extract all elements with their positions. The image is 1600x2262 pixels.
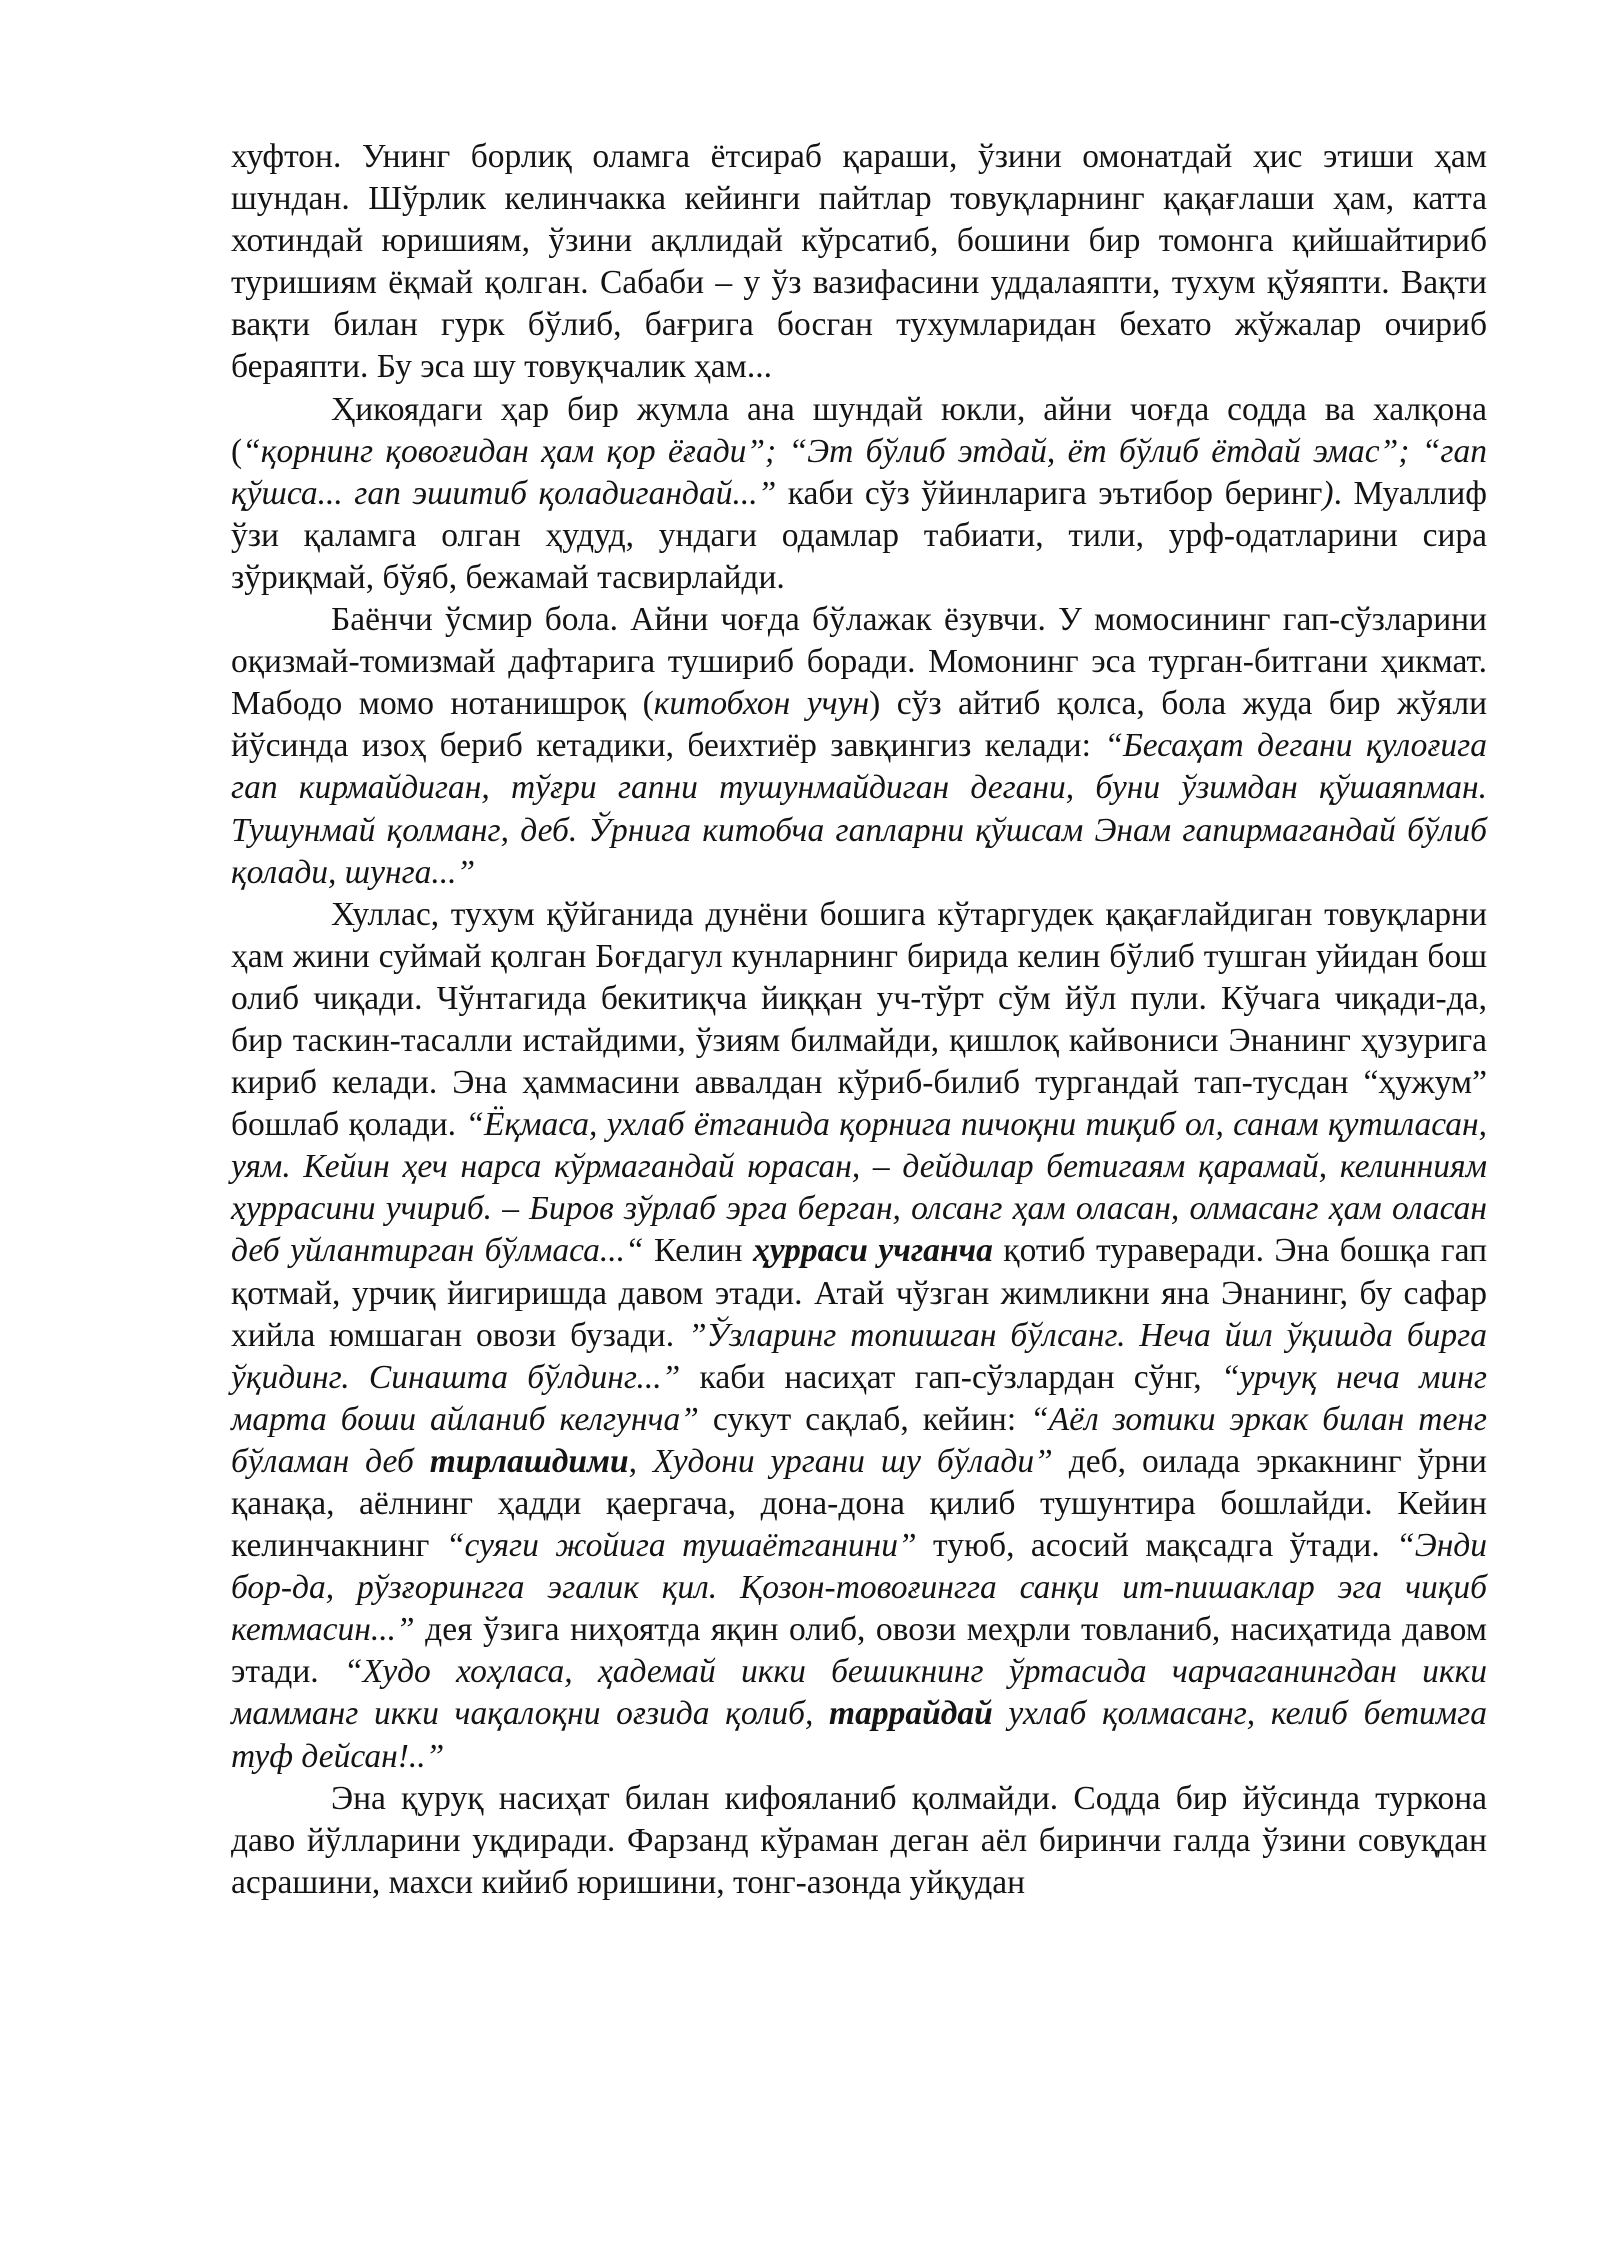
bold-italic-text: таррайдай: [829, 1695, 993, 1733]
emphasis-run: [829, 1695, 993, 1732]
text-run: дея ўзига ниҳоятда яқин олиб, овози меҳрли товланиб, насиҳатида давом этади.: [231, 1611, 1487, 1691]
text-run: ) сўз айтиб қолса, бола жуда бир жўяли йўсинда изоҳ бериб кетадики, беихтиёр завқингиз келади:: [231, 685, 1487, 765]
italic-text: “қорнинг қовоғидан ҳам қор ёғади”; “Эт бўлиб этдай, ёт бўлиб ётдай эмас”; “гап қўшса... гап эшитиб қоладигандай...”: [231, 432, 1487, 512]
bold-italic-text: ҳурраси учганча: [753, 1232, 993, 1270]
text-run: каби сўз ўйинларига эътибор беринг: [776, 474, 1323, 512]
emphasis-run: [753, 1232, 993, 1269]
text-run: Ҳикоядаги ҳар бир жумла ана шундай юкли, айни чоғда содда ва халқона (: [231, 390, 1487, 470]
text-run: Баёнчи ўсмир бола. Айни чоғда бўлажак ёзувчи. У момосининг гап-сўзларини оқизмай-томизмай дафтарига тушириб боради. Момонинг эса турган-битгани ҳикмат. Мабодо момо нотанишроқ (: [231, 601, 1487, 723]
italic-text: , Худони ургани шу бўлади”: [628, 1442, 1053, 1480]
text-run: Эна қуруқ насиҳат билан кифояланиб қолмайди. Содда бир йўсинда туркона даво йўлларини уқдиради. Фарзанд кўраман деган аёл биринчи галда ўзини совуқдан асрашини, махси кийиб юришини, тонг-азонда уйқудан: [231, 1779, 1487, 1901]
italic-text: “суяги жойига тушаётганини”: [445, 1527, 917, 1565]
text-run: хуфтон. Унинг борлиқ оламга ётсираб қараши, ўзини омонатдай ҳис этиши ҳам шундан. Шўрлик келинчакка кейинги пайтлар товуқларнинг қақағлаши ҳам, катта хотиндай юришиям, ўзини ақллидай кўрсатиб, бошини бир томонга қийшайтириб туришиям ёқмай қолган. Сабаби – у ўз вазифасини уддалаяпти, тухум қўяяпти. Вақти вақти билан гурк бўлиб, бағрига босган тухумларидан бехато жўжалар очириб бераяпти. Бу эса шу товуқчалик ҳам...: [231, 138, 1487, 386]
bold-italic-text: тирлашдими: [429, 1442, 629, 1480]
italic-text: “урчуқ неча минг марта боши айланиб келгунча”: [231, 1358, 1487, 1438]
paragraph-2: [231, 389, 1487, 599]
text-run: деб, оилада эркакнинг ўрни қанақа, аёлнинг ҳадди қаергача, дона-дона қилиб тушунтира бошлайди. Кейин келинчакнинг: [231, 1442, 1487, 1565]
italic-text: “Энди бор-да, рўзғорингга эгалик қил. Қозон-товоғингга санқи ит-пишаклар эга чиқиб кетмасин...”: [231, 1527, 1488, 1649]
italic-text: “Ёқмаса, ухлаб ётганида қорнига пичоқни тиқиб ол, санам қутиласан, уям. Кейин ҳеч нарса кўрмагандай юрасан, – дейдилар бетигаям қарамай, келинниям ҳуррасини учириб. – Биров зўрлаб эрга берган, олсанг ҳам оласан, олмасанг ҳам оласан деб уйлантирган бўлмаса...“: [231, 1106, 1487, 1270]
italic-text: “Бесаҳат дегани қулоғига гап кирмайдиган, тўғри гапни тушунмайдиган дегани, буни ўзимдан қўшаяпман. Тушунмай қолманг, деб. Ўрнига китобча гапларни қўшсам Энам гапирмагандай бўлиб қолади, шунга...”: [231, 727, 1487, 891]
italic-text: ”Ўзларинг топишган бўлсанг. Неча йил ўқишда бирга ўқидинг. Синашта бўлдинг...”: [231, 1316, 1487, 1396]
italic-text: китобхон учун: [653, 685, 870, 723]
text-run: каби насиҳат гап-сўзлардан сўнг,: [680, 1358, 1221, 1396]
text-run: Келин: [643, 1232, 753, 1270]
document-page: [231, 136, 1487, 1904]
paragraph-3: [231, 599, 1487, 894]
paragraph-4: [231, 894, 1487, 1778]
text-run: туюб, асосий мақсадга ўтади.: [916, 1527, 1397, 1565]
paragraph-1: [231, 136, 1487, 389]
italic-text: “Аёл зотики эркак билан тенг бўламан деб: [231, 1400, 1487, 1480]
text-run: қотиб тураверади. Эна бошқа гап қотмай, урчиқ йигиришда давом этади. Атай чўзган жимликни яна Энанинг, бу сафар хийла юмшаган овози бузади.: [231, 1232, 1488, 1354]
italic-text: “Худо хоҳласа, ҳадемай икки бешикнинг ўртасида чарчаганингдан икки мамманг икки чақалоқни оғзида қолиб,: [231, 1653, 1487, 1733]
text-run: . Муаллиф ўзи қаламга олган ҳудуд, ундаги одамлар табиати, тили, урф-одатларини сира зўриқмай, бўяб, бежамай тасвирлайди.: [231, 474, 1487, 596]
emphasis-run: [430, 1443, 629, 1480]
text-run: Хуллас, тухум қўйганида дунёни бошига кўтаргудек қақағлайдиган товуқларни ҳам жини суймай қолган Боғдагул кунларнинг бирида келин бўлиб тушган уйидан бош олиб чиқади. Чўнтагида бекитиқча йиққан уч-тўрт сўм йўл пули. Кўчага чиқади-да, бир таскин-тасалли истайдими, ўзиям билмайди, қишлоқ кайвониси Энанинг ҳузурига кириб келади. Эна ҳаммасини аввалдан кўриб-билиб тургандай тап-тусдан “ҳужум” бошлаб қолади.: [231, 895, 1487, 1144]
paragraph-5: [231, 1778, 1487, 1904]
italic-text: ): [1322, 474, 1334, 512]
italic-text: ухлаб қолмасанг, келиб бетимга туф дейсан!..”: [231, 1695, 1487, 1775]
text-run: сукут сақлаб, кейин:: [698, 1400, 1031, 1438]
